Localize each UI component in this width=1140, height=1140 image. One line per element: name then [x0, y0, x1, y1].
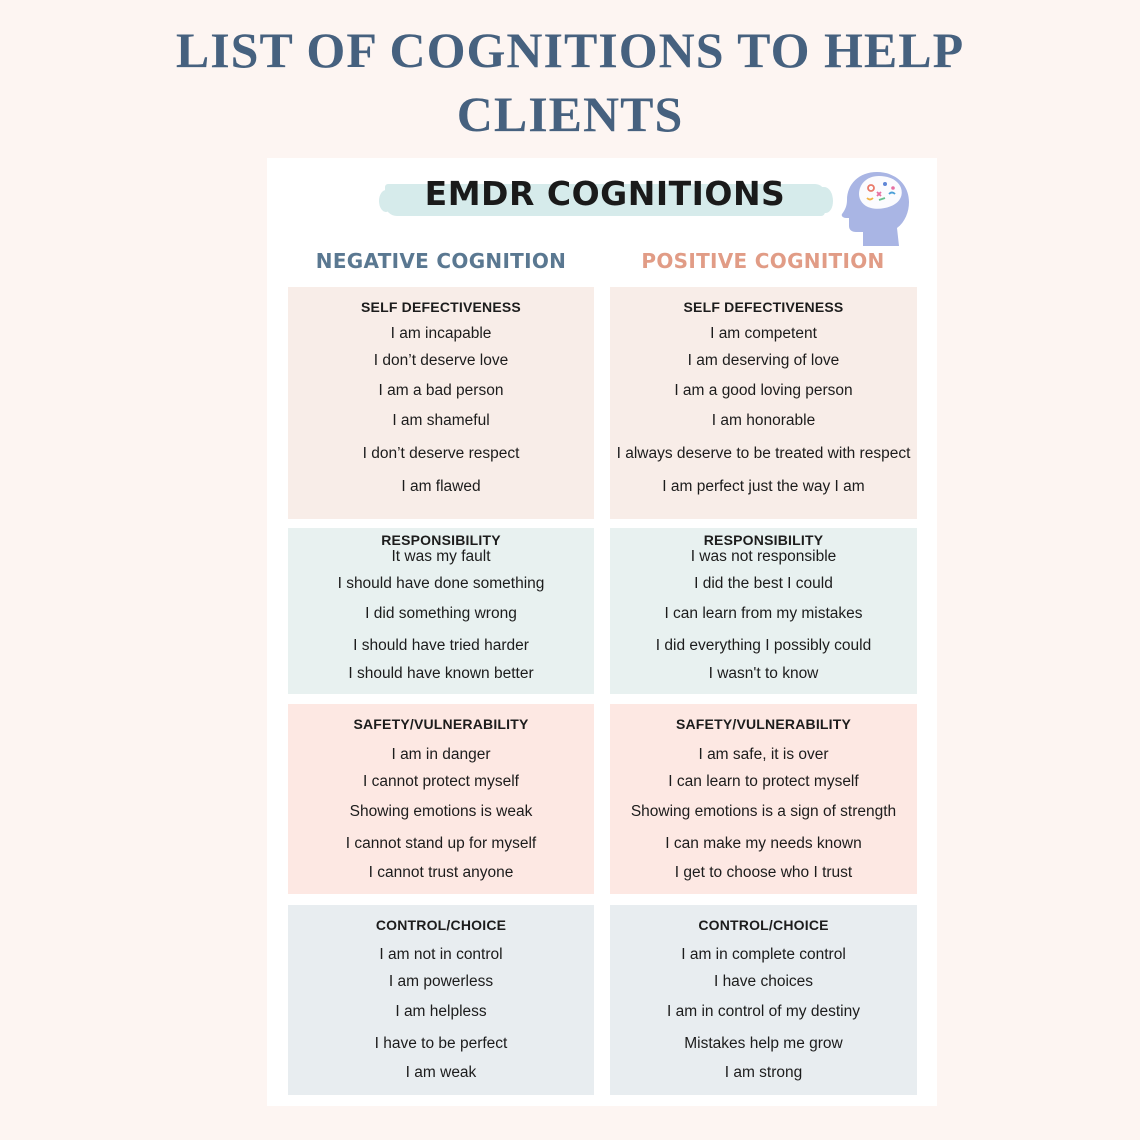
cognitions-sheet — [267, 158, 937, 1106]
category-heading: SELF DEFECTIVENESS — [683, 299, 844, 315]
positive-safety-vulnerability-box — [610, 704, 917, 894]
cognition-item: Showing emotions is weak — [349, 803, 533, 820]
category-heading: CONTROL/CHOICE — [698, 917, 829, 933]
cognition-item: I am shameful — [392, 412, 490, 429]
cognition-item: Showing emotions is a sign of strength — [630, 803, 897, 820]
cognition-item: I am competent — [710, 325, 817, 342]
cognition-item: I am perfect just the way I am — [662, 478, 865, 495]
category-heading: RESPONSIBILITY — [703, 532, 824, 548]
cognition-item: I did everything I possibly could — [655, 637, 872, 654]
cognition-item: I always deserve to be treated with respect — [616, 445, 911, 462]
category-heading: CONTROL/CHOICE — [375, 917, 507, 933]
cognition-item: I was not responsible — [690, 548, 837, 565]
category-heading: RESPONSIBILITY — [381, 532, 501, 548]
cognition-item: I am weak — [405, 1064, 477, 1081]
cognition-item: I am flawed — [401, 478, 481, 495]
negative-cognition-heading: NEGATIVE COGNITION — [315, 249, 567, 273]
cognition-item: I have choices — [713, 973, 814, 990]
cognition-item: I am in control of my destiny — [667, 1003, 860, 1020]
cognition-item: I have to be perfect — [374, 1035, 508, 1052]
cognition-item: I should have done something — [337, 575, 545, 592]
negative-safety-vulnerability-box — [288, 704, 594, 894]
cognition-item: I am safe, it is over — [698, 746, 829, 763]
negative-self-defectiveness-box — [288, 287, 594, 519]
category-heading: SAFETY/VULNERABILITY — [353, 716, 529, 732]
positive-responsibility-box — [610, 528, 917, 694]
cognition-item: I did something wrong — [365, 605, 517, 622]
negative-control-choice-box — [288, 905, 594, 1095]
category-heading: SELF DEFECTIVENESS — [361, 299, 521, 315]
cognition-item: I am strong — [724, 1064, 803, 1081]
cognition-item: I am in danger — [391, 746, 491, 763]
cognition-item: I cannot protect myself — [363, 773, 519, 790]
cognition-item: I am not in control — [379, 946, 503, 963]
page-title-line-1: LIST OF COGNITIONS TO HELP — [175, 22, 965, 78]
cognition-item: It was my fault — [391, 548, 491, 565]
cognition-item: I can learn to protect myself — [668, 773, 859, 790]
positive-control-choice-box — [610, 905, 917, 1095]
cognition-item: I am a good loving person — [674, 382, 853, 399]
category-heading: SAFETY/VULNERABILITY — [675, 716, 852, 732]
cognition-item: I am a bad person — [378, 382, 504, 399]
cognition-item: I cannot stand up for myself — [345, 835, 537, 852]
cognition-item: I can learn from my mistakes — [664, 605, 863, 622]
cognition-item: I did the best I could — [694, 575, 833, 592]
page-title — [0, 18, 1140, 146]
cognition-item: I don’t deserve love — [373, 352, 509, 369]
cognition-item: I cannot trust anyone — [368, 864, 514, 881]
sheet-title: EMDR COGNITIONS — [424, 174, 786, 213]
page-title-line-2: CLIENTS — [456, 86, 684, 142]
cognition-item: I am deserving of love — [687, 352, 840, 369]
cognition-item: I can make my needs known — [665, 835, 862, 852]
cognition-item: I am incapable — [390, 325, 492, 342]
cognition-item: Mistakes help me grow — [684, 1035, 843, 1052]
cognition-item: I am in complete control — [681, 946, 846, 963]
cognition-item: I should have known better — [348, 665, 534, 682]
cognition-item: I wasn't to know — [708, 665, 819, 682]
positive-self-defectiveness-box — [610, 287, 917, 519]
cognition-item: I don’t deserve respect — [362, 445, 520, 462]
cognition-item: I get to choose who I trust — [674, 864, 853, 881]
cognition-item: I am helpless — [395, 1003, 487, 1020]
cognition-item: I am powerless — [388, 973, 494, 990]
head-brain-icon — [841, 166, 911, 250]
cognition-item: I am honorable — [711, 412, 816, 429]
cognition-item: I should have tried harder — [353, 637, 529, 654]
negative-responsibility-box — [288, 528, 594, 694]
positive-cognition-heading: POSITIVE COGNITION — [641, 249, 885, 273]
